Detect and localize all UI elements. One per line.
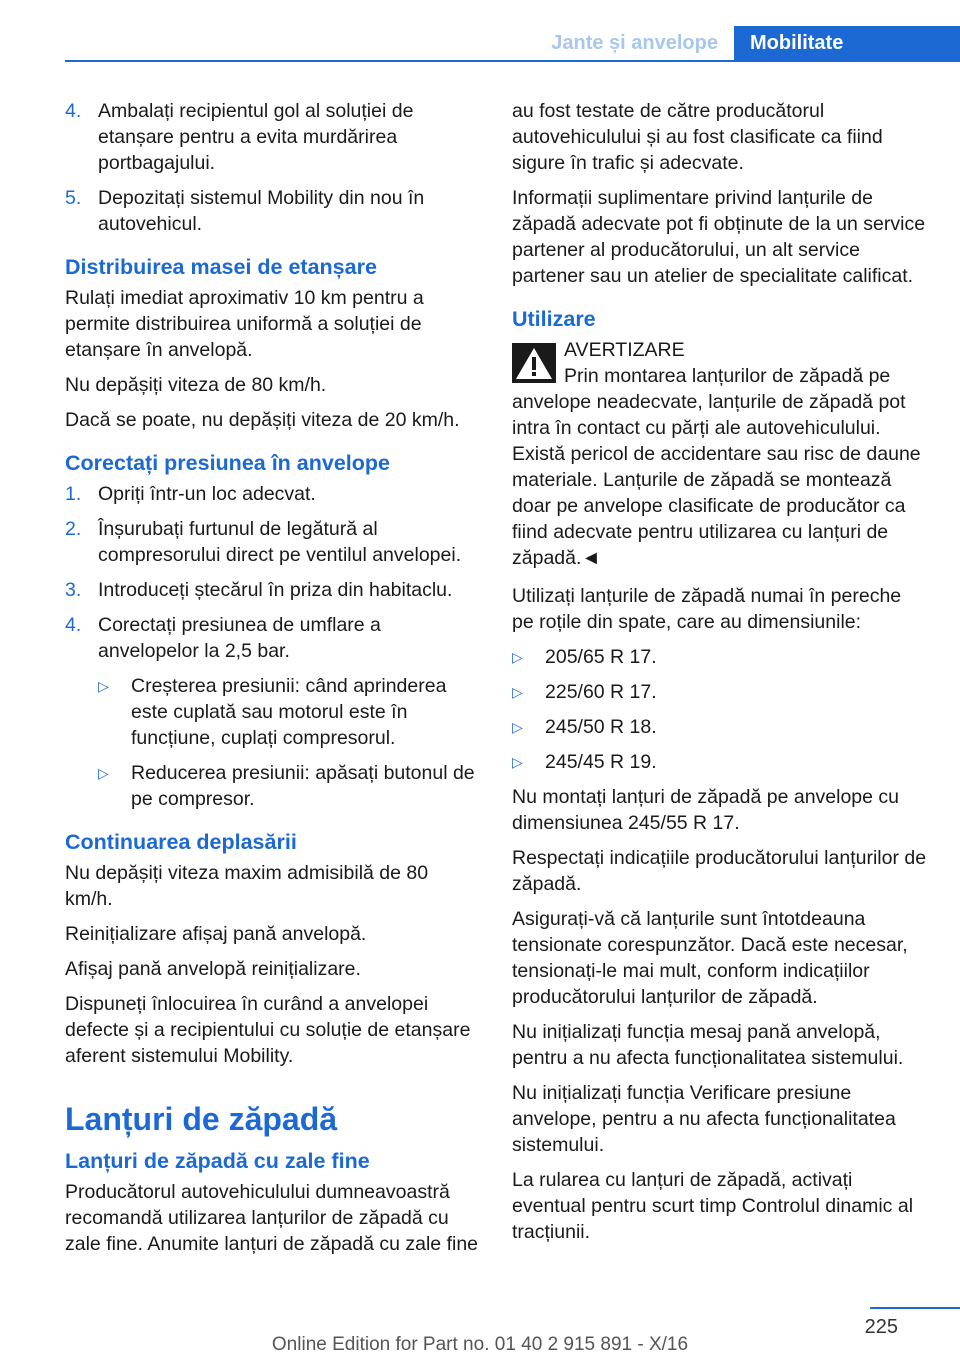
left-column xyxy=(65,98,480,1266)
paragraph: Nu montați lanțuri de zăpadă pe anvelope cu dimensiunea 245/55 R 17. xyxy=(512,786,900,834)
paragraph: Respectați indicațiile producătorului lanțurilor de zăpadă. xyxy=(512,847,927,895)
paragraph: Nu inițializați funcția Verificare presiune anvelope, pentru a nu afecta funcționalitatea sistemului. xyxy=(512,1082,896,1156)
sub-list-item xyxy=(98,760,480,812)
list-item xyxy=(65,98,480,176)
step-text: Introduceți ștecărul în priza din habitaclu. xyxy=(98,579,453,601)
list-item xyxy=(65,185,480,237)
paragraph: Utilizați lanțurile de zăpadă numai în pereche pe roțile din spate, care au dimensiunile: xyxy=(512,585,902,633)
warning-block xyxy=(512,337,927,571)
section-heading: Distribuirea masei de etanșare xyxy=(65,255,377,279)
list-item xyxy=(65,577,480,603)
sub-item-text: Creșterea presiunii: când aprinderea este cuplată sau motorul este în funcțiune, cuplați compresorul. xyxy=(131,675,447,749)
size-text: 245/45 R 19. xyxy=(545,751,657,773)
step-number: 1. xyxy=(65,483,82,505)
warning-triangle-icon xyxy=(512,343,556,383)
paragraph: La rularea cu lanțuri de zăpadă, activați eventual pentru scurt timp Controlul dinamic al tracțiunii. xyxy=(512,1169,914,1243)
paragraph: Nu inițializați funcția mesaj pană anvelopă, pentru a nu afecta funcționalitatea sistemului. xyxy=(512,1021,904,1069)
footer-rule xyxy=(870,1307,960,1309)
step-text: Depozitați sistemul Mobility din nou în autovehicul. xyxy=(98,187,425,235)
paragraph: Asigurați-vă că lanțurile sunt întotdeauna tensionate corespunzător. Dacă este necesar, tensionați-le mai mult, conform indicațiilor producătorului lanțurilor de zăpadă. xyxy=(512,908,908,1008)
step-number: 3. xyxy=(65,579,82,601)
paragraph: Nu depășiți viteza maxim admisibilă de 80 km/h. xyxy=(65,862,429,910)
paragraph: Dispuneți înlocuirea în curând a anvelopei defecte și a recipientului cu soluție de etanșare aferent sistemului Mobility. xyxy=(65,993,471,1067)
size-text: 225/60 R 17. xyxy=(545,681,657,703)
list-item xyxy=(512,679,927,705)
list-item xyxy=(65,481,480,507)
triangle-bullet-icon: ▷ xyxy=(512,719,523,735)
header-rule xyxy=(65,60,960,62)
list-item xyxy=(512,714,927,740)
list-item xyxy=(512,644,927,670)
step-number: 5. xyxy=(65,187,82,209)
section-heading: Continuarea deplasării xyxy=(65,830,297,854)
paragraph: Informații suplimentare privind lanțurile de zăpadă adecvate pot fi obținute de la un service partener al producătorului, un alt service partener sau un atelier de specialitate calificat. xyxy=(512,187,926,287)
step-text: Înșurubați furtunul de legătură al compresorului direct pe ventilul anvelopei. xyxy=(98,518,462,566)
step-number: 2. xyxy=(65,518,82,540)
size-text: 205/65 R 17. xyxy=(545,646,657,668)
step-text: Corectați presiunea de umflare a anvelopelor la 2,5 bar. xyxy=(98,614,381,662)
warning-text: Prin montarea lanțurilor de zăpadă pe anvelope neadecvate, lanțurile de zăpadă pot intra în contact cu părți ale autovehiculului. Există pericol de accidentare sau risc de daune materiale. Lanțurile de zăpadă se montează doar pe anvelope clasificate de producător ca fiind adecvate pentru utilizarea cu lanțuri de zăpadă.◄ xyxy=(512,365,921,569)
edition-footer: Online Edition for Part no. 01 40 2 915 891 - X/16 xyxy=(271,1334,689,1355)
triangle-bullet-icon: ▷ xyxy=(512,754,523,770)
triangle-bullet-icon: ▷ xyxy=(98,678,109,694)
sub-item-text: Reducerea presiunii: apăsați butonul de pe compresor. xyxy=(131,762,475,810)
triangle-bullet-icon: ▷ xyxy=(98,765,109,781)
warning-title: AVERTIZARE xyxy=(564,339,685,361)
step-number: 4. xyxy=(65,100,82,122)
paragraph: Producătorul autovehiculului dumneavoastră recomandă utilizarea lanțurilor de zăpadă cu zale fine. Anumite lanțuri de zăpadă cu zale fine xyxy=(65,1181,479,1255)
paragraph: Afișaj pană anvelopă reinițializare. xyxy=(65,958,361,980)
paragraph: Rulați imediat aproximativ 10 km pentru a permite distribuirea uniformă a soluției de etanșare în anvelopă. xyxy=(65,287,424,361)
size-text: 245/50 R 18. xyxy=(545,716,657,738)
list-item xyxy=(65,516,480,568)
paragraph: au fost testate de către producătorul autovehiculului și au fost clasificate ca fiind sigure în trafic și adecvate. xyxy=(512,100,883,174)
list-item xyxy=(512,749,927,775)
paragraph: Nu depășiți viteza de 80 km/h. xyxy=(65,374,327,396)
section-heading: Corectați presiunea în anvelope xyxy=(65,451,390,475)
sub-list-item xyxy=(98,673,480,751)
section-heading: Lanțuri de zăpadă cu zale fine xyxy=(65,1149,370,1173)
step-number: 4. xyxy=(65,614,82,636)
paragraph: Dacă se poate, nu depășiți viteza de 20 km/h. xyxy=(65,409,460,431)
chapter-heading: Lanțuri de zăpadă xyxy=(65,1101,338,1137)
paragraph: Reinițializare afișaj pană anvelopă. xyxy=(65,923,367,945)
page-number: 225 xyxy=(864,1316,898,1338)
section-tab[interactable]: Jante și anvelope xyxy=(551,32,718,54)
right-column xyxy=(512,98,927,1254)
list-item xyxy=(65,612,480,664)
triangle-bullet-icon: ▷ xyxy=(512,684,523,700)
triangle-bullet-icon: ▷ xyxy=(512,649,523,665)
chapter-tab[interactable]: Mobilitate xyxy=(734,26,960,62)
step-text: Ambalați recipientul gol al soluției de etanșare pentru a evita murdărirea portbagajului. xyxy=(98,100,414,174)
page-header xyxy=(0,0,960,62)
section-heading: Utilizare xyxy=(512,307,596,331)
step-text: Opriți într-un loc adecvat. xyxy=(98,483,316,505)
